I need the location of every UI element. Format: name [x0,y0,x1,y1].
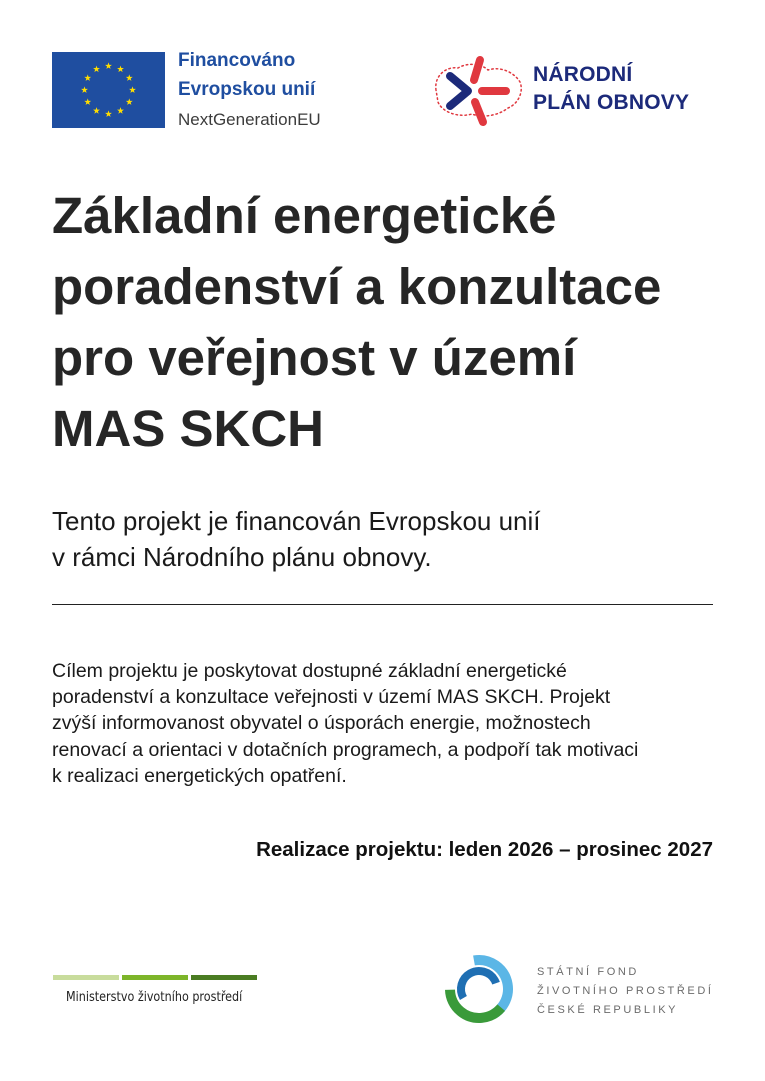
fund-name-line3: ČESKÉ REPUBLIKY [537,1004,679,1016]
title-line: MAS SKCH [52,400,325,457]
title-line: poradenství a konzultace [52,258,662,315]
description-line: renovací a orientaci v dotačních programech, a podpoří tak motivaci [52,738,639,761]
ministry-name: Ministerstvo životního prostředí [66,990,243,1005]
ministry-bar-light [53,975,119,980]
title-line: Základní energetické [52,187,557,244]
eu-flag-icon [52,52,165,128]
description-line: zvýší informovanost obyvatel o úsporách energie, možnostech [52,712,591,735]
divider [52,604,713,605]
funding-statement [52,503,732,575]
ministry-logo-bars [53,975,258,981]
project-period: Realizace projektu: leden 2026 – prosinec 2027 [256,838,713,861]
npo-title-line1: NÁRODNÍ [533,63,633,86]
funding-statement-line: v rámci Národního plánu obnovy. [52,542,432,572]
page-title [52,180,732,464]
eu-funding-title: Financováno [178,50,296,71]
project-description [52,658,722,789]
ministry-bar-mid [122,975,188,980]
fund-name-line2: ŽIVOTNÍHO PROSTŘEDÍ [537,985,714,997]
description-line: poradenství a konzultace veřejnosti v území MAS SKCH. Projekt [52,686,611,709]
description-line: k realizaci energetických opatření. [52,764,347,787]
ministry-bar-dark [191,975,257,980]
npo-title-line2: PLÁN OBNOVY [533,91,690,114]
title-line: pro veřejnost v území [52,329,577,386]
narodni-plan-obnovy-logo [428,52,528,130]
funding-statement-line: Tento projekt je financován Evropskou unií [52,506,541,536]
eu-nextgeneration-label: NextGenerationEU [178,110,321,129]
fund-name-line1: STÁTNÍ FOND [537,966,639,978]
sfzp-logo-icon [442,951,516,1027]
eu-funding-subtitle: Evropskou unií [178,79,316,100]
description-line: Cílem projektu je poskytovat dostupné základní energetické [52,660,567,682]
